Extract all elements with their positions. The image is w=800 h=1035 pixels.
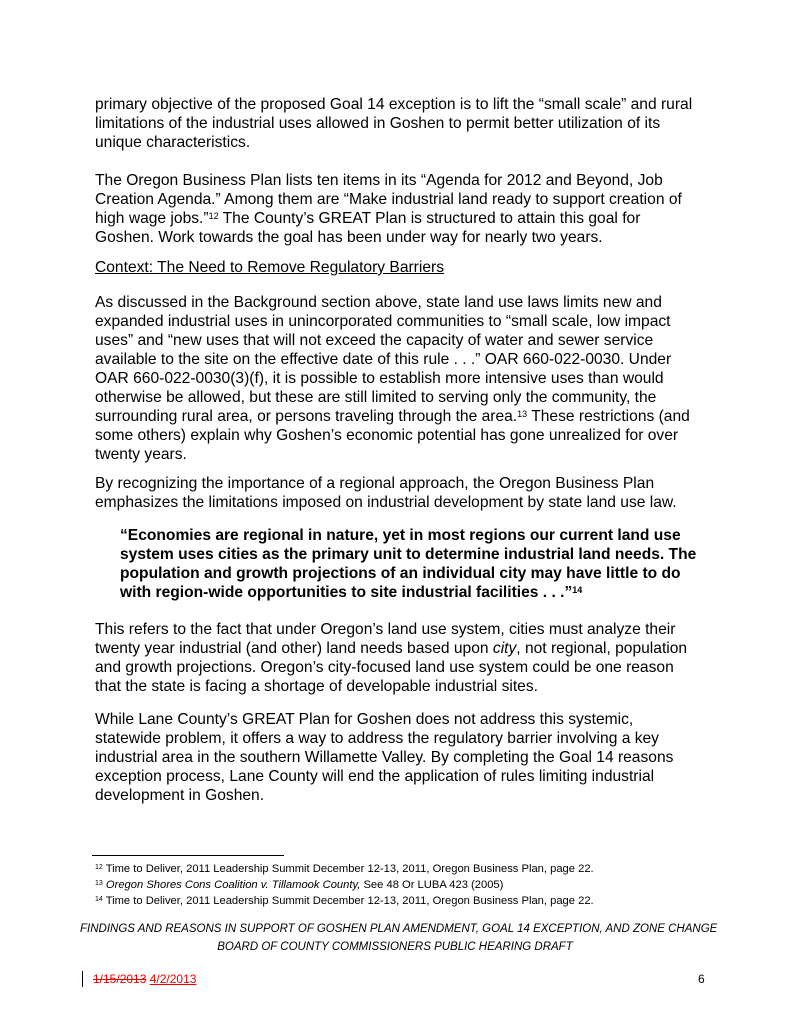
block-quote [120, 526, 740, 602]
text-run: By recognizing the importance of a regional approach, the Oregon Business Plan [95, 475, 655, 492]
footnote [95, 862, 594, 877]
footnote-number: 13 [95, 880, 103, 887]
section-heading [95, 258, 715, 277]
footnote-number: 14 [95, 896, 103, 903]
text-line [95, 639, 715, 658]
text-line [95, 95, 715, 114]
paragraph [95, 710, 715, 805]
footnote [95, 878, 503, 893]
text-line [120, 564, 740, 583]
text-line [95, 445, 715, 464]
text-line [95, 474, 715, 493]
text-run: some others) explain why Goshen’s economic potential has gone unrealized for over [95, 427, 679, 444]
text-run: Creation Agenda.” Among them are “Make industrial land ready to support creation of [95, 191, 682, 208]
text-line [95, 350, 715, 369]
text-run: The County’s GREAT Plan is structured to attain this goal for [218, 210, 641, 227]
text-run: city [492, 640, 517, 657]
text-line [95, 293, 715, 312]
text-line [120, 583, 740, 602]
text-line [95, 710, 715, 729]
text-line [95, 748, 715, 767]
deleted-date: 1/15/2013 [93, 972, 147, 986]
text-run: As discussed in the Background section above, state land use laws limits new and [95, 294, 662, 311]
paragraph [95, 171, 715, 247]
text-run: primary objective of the proposed Goal 14 exception is to lift the “small scale” and rural [95, 96, 693, 113]
text-run: system uses cities as the primary unit to determine industrial land needs. The [120, 546, 697, 563]
paragraph [95, 293, 715, 464]
text-run: This refers to the fact that under Oregon’s land use system, cities must analyze their [95, 621, 676, 638]
text-run: Time to Deliver, 2011 Leadership Summit December 12-13, 2011, Oregon Business Plan, page 22. [105, 863, 594, 875]
footnote-separator [92, 855, 284, 856]
change-bar [82, 971, 83, 987]
text-line [95, 369, 715, 388]
text-run: Goshen. Work towards the goal has been under way for nearly two years. [95, 229, 603, 246]
text-run: available to the site on the effective date of this rule . . .” OAR 660-022-0030. Under [95, 351, 672, 368]
text-line [95, 407, 715, 426]
text-line [95, 133, 715, 152]
text-run: “Economies are regional in nature, yet in most regions our current land use [120, 527, 681, 544]
paragraph [95, 95, 715, 152]
text-run: with region-wide opportunities to site industrial facilities . . .” [120, 584, 573, 601]
inserted-date: 4/2/2013 [149, 972, 197, 986]
text-line [120, 545, 740, 564]
text-line [95, 786, 715, 805]
text-line [95, 620, 715, 639]
text-run: uses” and “new uses that will not exceed the capacity of water and sewer service [95, 332, 654, 349]
text-line [95, 171, 715, 190]
text-run: emphasizes the limitations imposed on industrial development by state land use law. [95, 494, 677, 511]
text-run: The Oregon Business Plan lists ten items in its “Agenda for 2012 and Beyond, Job [95, 172, 663, 189]
text-line [120, 526, 740, 545]
text-line [95, 190, 715, 209]
text-run: otherwise be allowed, but these are still limited to serving only the community, the [95, 389, 657, 406]
text-run: population and growth projections of an individual city may have little to do [120, 565, 681, 582]
text-run: Context: The Need to Remove Regulatory Barriers [95, 259, 445, 276]
paragraph [95, 620, 715, 696]
text-run: These restrictions (and [527, 408, 690, 425]
text-line [95, 493, 715, 512]
revision-date [93, 972, 196, 987]
text-run: While Lane County’s GREAT Plan for Goshen does not address this systemic, [95, 711, 634, 728]
paragraph [95, 474, 715, 512]
text-line [95, 209, 715, 228]
text-run: that the state is facing a shortage of developable industrial sites. [95, 678, 538, 695]
text-line [95, 729, 715, 748]
footer-title: FINDINGS AND REASONS IN SUPPORT OF GOSHEN PLAN AMENDMENT, GOAL 14 EXCEPTION, AND ZONE CHANGE [80, 923, 718, 935]
text-run: statewide problem, it offers a way to address the regulatory barrier involving a key [95, 730, 659, 747]
footnote-number: 12 [95, 864, 103, 871]
text-line [95, 312, 715, 331]
text-run: high wage jobs.” [95, 210, 209, 227]
text-run: limitations of the industrial uses allowed in Goshen to permit better utilization of its [95, 115, 661, 132]
text-run: expanded industrial uses in unincorporated communities to “small scale, low impact [95, 313, 671, 330]
text-run: OAR 660-022-0030(3)(f), it is possible to establish more intensive uses than would [95, 370, 664, 387]
text-line [95, 331, 715, 350]
text-run: and growth projections. Oregon’s city-focused land use system could be one reason [95, 659, 674, 676]
page-number: 6 [698, 972, 705, 986]
footnote-reference: 14 [572, 585, 583, 595]
text-line [95, 426, 715, 445]
text-run: twenty years. [95, 446, 187, 463]
text-run: Oregon Shores Cons Coalition v. Tillamook County, [105, 879, 361, 891]
text-run: unique characteristics. [95, 134, 251, 151]
text-run: industrial area in the southern Willamette Valley. By completing the Goal 14 reasons [95, 749, 674, 766]
text-line [95, 677, 715, 696]
text-line [95, 767, 715, 786]
text-line [95, 258, 715, 277]
text-line [95, 228, 715, 247]
text-line [95, 388, 715, 407]
text-run: Time to Deliver, 2011 Leadership Summit December 12-13, 2011, Oregon Business Plan, page 22. [105, 895, 594, 907]
footer-subtitle: BOARD OF COUNTY COMMISSIONERS PUBLIC HEARING DRAFT [217, 941, 573, 953]
text-line [95, 114, 715, 133]
text-run: exception process, Lane County will end the application of rules limiting industrial [95, 768, 655, 785]
text-run: twenty year industrial (and other) land needs based upon [95, 640, 493, 657]
text-run: , not regional, population [516, 640, 688, 657]
text-line [95, 658, 715, 677]
footnote-reference: 13 [517, 409, 528, 419]
footnote-reference: 12 [208, 211, 219, 221]
text-run: See 48 Or LUBA 423 (2005) [360, 879, 504, 891]
footnote [95, 894, 594, 909]
text-run: surrounding rural area, or persons traveling through the area. [95, 408, 518, 425]
text-run: development in Goshen. [95, 787, 265, 804]
